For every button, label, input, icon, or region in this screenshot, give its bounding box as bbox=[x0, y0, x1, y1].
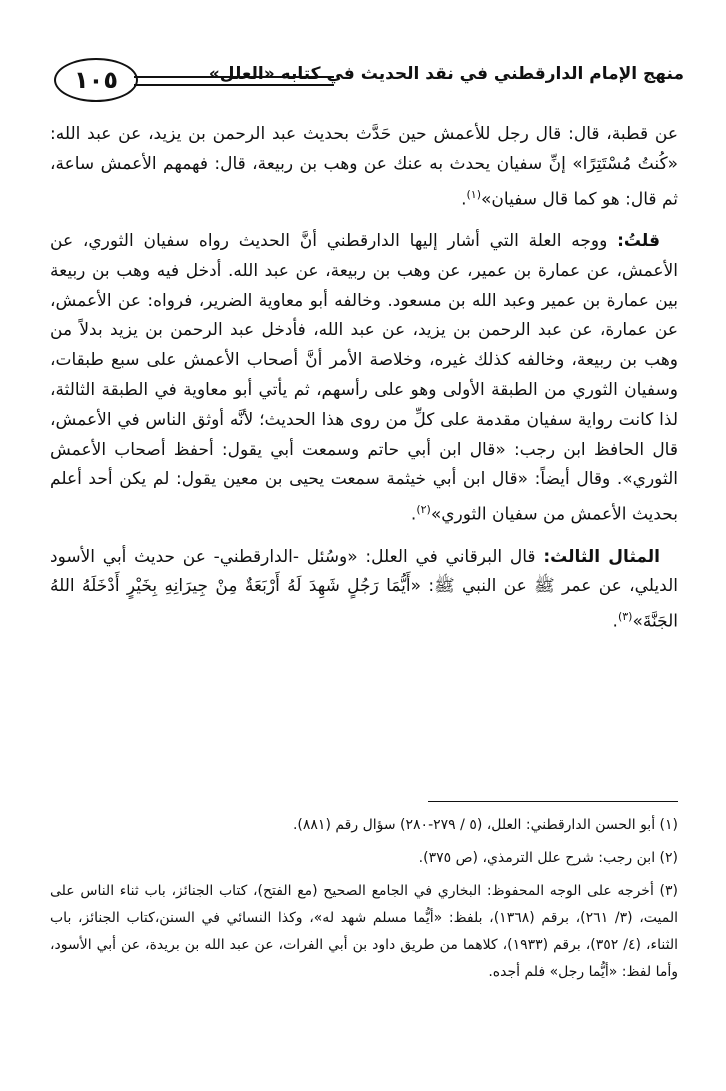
paragraph-1-text: عن قطبة، قال: قال رجل للأعمش حين حَدَّث بحديث عبد الرحمن بن يزيد، عن عبد الله: «كُنتُ مُسْتَتِرًا» إنِّ سفيان يحدث به عنك عن وهب بن ربيعة، قال: فهمهم الأعمش ساعة، ثم قال: هو كما قال سفيان» bbox=[50, 124, 678, 210]
paragraph-2-lead: قلتُ: bbox=[617, 231, 660, 252]
paragraph-3: المثال الثالث: قال البرقاني في العلل: «وسُئل -الدارقطني- عن حديث أبي الأسود الديلي، عن عمر ﷺ عن النبي ﷺ: «أَيُّمَا رَجُلٍ شَهِدَ لَهُ أَرْبَعَةٌ مِنْ جِيرَانِهِ بِخَيْرٍ أَدْخَلَهُ اللهُ الجَنَّةَ»$^{(٣)}$. bbox=[50, 546, 678, 632]
header-double-rule bbox=[134, 76, 334, 86]
paragraph-2: قلتُ: ووجه العلة التي أشار إليها الدارقطني أنَّ الحديث رواه سفيان الثوري، عن الأعمش، عن عمارة بن عمير، عن وهب بن ربيعة، عن عبد الله. أدخل فيه وهب بن ربيعة بين عمارة بن عمير وعبد الله بن مسعود. وخالفه أبو معاوية الضرير، فرواه: عن الأعمش، عن عمارة، عن عبد الرحمن بن يزيد، عن عبد الله، فأدخل عبد الرحمن بن يزيد بدلاً من وهب بن ربيعة، وخالفه كذلك غيره، وخلاصة الأمر أنَّ أصحاب الأعمش على سبع طبقات، وسفيان الثوري من الطبقة الأولى وهو على رأسهم، ثم يأتي أبو معاوية في الطبقة الثالثة، لذا كانت رواية سفيان مقدمة على كلِّ من روى هذا الحديث؛ لأنَّه أوثق الناس في الأعمش، قال الحافظ ابن رجب: «قال ابن أبي حاتم وسمعت أبي يقول: أحفظ أصحاب الأعمش الثوري». وقال أيضاً: «قال ابن أبي خيثمة سمعت يحيى بن معين يقول: لم يكن أحد أعلم بحديث الأعمش من سفيان الثوري»$^{(٢)}$. bbox=[50, 231, 678, 525]
running-title: منهج الإمام الدارقطني في نقد الحديث في كتابه «العلل» bbox=[208, 64, 684, 84]
footnote-3: (٣) أخرجه على الوجه المحفوظ: البخاري في الجامع الصحيح (مع الفتح)، كتاب الجنائز، باب ثناء الناس على الميت، (٣/ ٢٦١)، برقم (١٣٦٨)، بلفظ: «أيُّما مسلم شهد له»، وكذا النسائي في السنن،كتاب الجنائز، باب الثناء، (٤/ ٣٥٢)، برقم (١٩٣٣)، كلاهما من طريق داود بن أبي الفرات، عن عبد الله بن بريدة، عن أبي الأسود، وأما لفظ: «أيُّما رجل» فلم أجده. bbox=[50, 883, 679, 980]
page-number-badge bbox=[54, 58, 138, 102]
paragraph-3-lead: المثال الثالث: bbox=[543, 546, 660, 567]
paragraph-3-text: قال البرقاني في العلل: «وسُئل -الدارقطني- عن حديث أبي الأسود الديلي، عن عمر ﷺ عن النبي ﷺ: «أَيُّمَا رَجُلٍ شَهِدَ لَهُ أَرْبَعَةٌ مِنْ جِيرَانِهِ بِخَيْرٍ أَدْخَلَهُ اللهُ الجَنَّةَ» bbox=[50, 546, 678, 632]
footnote-ref-1: (١) bbox=[466, 187, 481, 201]
footnote-2: (٢) ابن رجب: شرح علل الترمذي، (ص ٣٧٥). bbox=[418, 850, 678, 866]
footnotes bbox=[50, 812, 678, 992]
page-header bbox=[46, 52, 684, 112]
main-text bbox=[50, 120, 678, 638]
paragraph-2-text: ووجه العلة التي أشار إليها الدارقطني أنَّ الحديث رواه سفيان الثوري، عن الأعمش، عن عمارة بن عمير، عن وهب بن ربيعة، عن عبد الله. أدخل فيه وهب بن ربيعة بين عمارة بن عمير وعبد الله بن مسعود. وخالفه أبو معاوية الضرير، فرواه: عن الأعمش، عن عمارة، عن عبد الرحمن بن يزيد، عن عبد الله، فأدخل عبد الرحمن بن يزيد بدلاً من وهب بن ربيعة، وخالفه كذلك غيره، وخلاصة الأمر أنَّ أصحاب الأعمش على سبع طبقات، وسفيان الثوري من الطبقة الأولى وهو على رأسهم، ثم يأتي أبو معاوية في الطبقة الثالثة، لذا كانت رواية سفيان مقدمة على كلِّ من روى هذا الحديث؛ لأنَّه أوثق الناس في الأعمش، قال الحافظ ابن رجب: «قال ابن أبي حاتم وسمعت أبي يقول: أحفظ أصحاب الأعمش الثوري». وقال أيضاً: «قال ابن أبي خيثمة سمعت يحيى بن معين يقول: لم يكن أحد أعلم بحديث الأعمش من سفيان الثوري» bbox=[50, 231, 678, 525]
footnote-separator bbox=[428, 801, 678, 802]
paragraph-1: عن قطبة، قال: قال رجل للأعمش حين حَدَّث بحديث عبد الرحمن بن يزيد، عن عبد الله: «كُنتُ مُسْتَتِرًا» إنِّ سفيان يحدث به عنك عن وهب بن ربيعة، قال: فهمهم الأعمش ساعة، ثم قال: هو كما قال سفيان»$^{(١)}$. bbox=[50, 124, 678, 210]
footnote-1: (١) أبو الحسن الدارقطني: العلل، (٥ / ٢٧٩-٢٨٠) سؤال رقم (٨٨١). bbox=[292, 817, 678, 833]
page-number: ١٠٥ bbox=[74, 66, 118, 94]
footnote-ref-2: (٢) bbox=[416, 503, 431, 517]
footnote-ref-3: (٣) bbox=[617, 610, 633, 624]
